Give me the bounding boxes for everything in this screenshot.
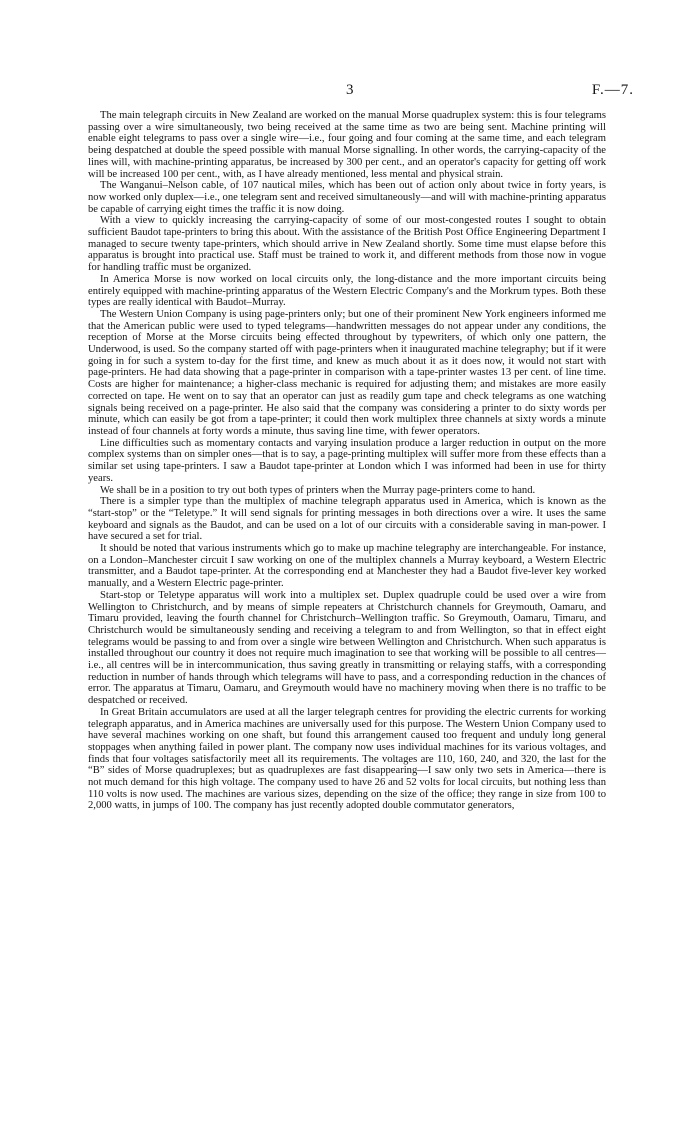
report-code: F.—7. bbox=[591, 82, 634, 98]
paragraph: We shall be in a position to try out both types of printers when the Murray page-printers come to hand. bbox=[100, 484, 536, 496]
paragraph: In America Morse is now worked on local circuits only, the long-distance and the more important circuits being entirely equipped with machine-printing apparatus of the Western Electric Company's and the Morkrum types. Both these types are really identical with Baudot–Murray. bbox=[88, 273, 606, 309]
paragraph: Line difficulties such as momentary contacts and varying insulation produce a larger reduction in output on the more complex systems than on simpler ones—that is to say, a page-printing multiplex will suffer more from these effects than a similar set using tape-printers. I saw a Baudot tape-printer at London which I was informed had been in use for thirty years. bbox=[88, 437, 606, 484]
paragraph: With a view to quickly increasing the carrying-capacity of some of our most-congested routes I sought to obtain sufficient Baudot tape-printers to bring this about. With the assistance of the British Post Office Engineering Department I managed to secure twenty tape-printers, which should arrive in New Zealand shortly. Some time must elapse before this apparatus is brought into practical use. Staff must be trained to work it, and different methods from those now in vogue for handling traffic must be organized. bbox=[88, 215, 606, 274]
paragraph: The Wanganui–Nelson cable, of 107 nautical miles, which has been out of action only about twice in forty years, is now worked only duplex—i.e., one telegram sent and received simultaneously—and will with machine-printing apparatus be capable of carrying eight times the traffic it is now doing. bbox=[88, 180, 606, 215]
page-number: 3 bbox=[346, 82, 354, 98]
paragraph: The main telegraph circuits in New Zealand are worked on the manual Morse quadruplex system: this is four telegrams passing over a wire simultaneously, two being received at the same time as two are being sent. Machine printing will enable eight telegrams to pass over a single wire—i.e., four going and four coming at the same time, and each telegram being despatched at double the speed possible with manual Morse signalling. In other words, the carrying-capacity of the lines will, with machine-printing apparatus, be increased by 300 per cent., and an operator's capacity for getting off work will be increased 100 per cent., with, as I have already mentioned, less mental and physical strain. bbox=[88, 110, 606, 180]
paragraph: It should be noted that various instruments which go to make up machine telegraphy are interchangeable. For instance, on a London–Manchester circuit I saw working on one of the multiplex channels a Murray keyboard, a Western Electric transmitter, and a Baudot tape-printer. At the corresponding end at Manchester they had a Baudot five-lever key worked manually, and a Western Electric page-printer. bbox=[88, 543, 606, 590]
paragraph: Start-stop or Teletype apparatus will work into a multiplex set. Duplex quadruple could be used over a wire from Wellington to Christchurch, and by means of simple repeaters at Christchurch channels for Greymouth, Oamaru, and Timaru provided, leaving the fourth channel for Christchurch–Wellington traffic. So Greymouth, Oamaru, Timaru, and Christchurch would be simultaneously sending and receiving a telegram to and from Wellington, so that in effect eight telegrams would be passing to and from over a single wire between Wellington and Christchurch. When such apparatus is installed throughout our country it does not require much imagination to see that working will be possible to all centres—i.e., all centres will be in intercommunication, thus saving greatly in transmitting or relaying staffs, with a corresponding reduction in number of hands through which telegrams will have to pass, and a corresponding reduction in the chances of error. The apparatus at Timaru, Oamaru, and Greymouth would have no machinery moving when there is no traffic to be despatched or received. bbox=[88, 589, 606, 707]
paragraph: There is a simpler type than the multiplex of machine telegraph apparatus used in America, which is known as the “start-stop” or the “Teletype.” It will send signals for printing messages in both directions over a wire. It uses the same keyboard and signals as the Baudot, and can be used on a lot of our circuits with a considerable saving in man-power. I have secured a set for trial. bbox=[88, 496, 606, 543]
body-text bbox=[88, 110, 606, 812]
paragraph: The Western Union Company is using page-printers only; but one of their prominent New York engineers informed me that the American public were used to typed telegrams—handwritten messages do not appear under any conditions, the reception of Morse at the Morse circuits being effected throughout by typewriters, of which only one pattern, the Underwood, is used. So the company started off with page-printers when it inaugurated machine telegraphy; but if it were going in for such a system to-day for the first time, and knew as much about it as it does now, it would not start with page-printers. He had data showing that a page-printer in comparison with a tape-printer wastes 13 per cent. of line time. Costs are higher for maintenance; a higher-class mechanic is required for adjusting them; and mistakes are more easily corrected on tape. He went on to say that an operator can just as readily gum tape and check telegrams as one watching signals being received on a page-printer. He also said that the company was considering a printer to do sixty words per minute, which can easily be got from a tape-printer; it could then work multiplex three channels at sixty words a minute instead of four channels at forty words a minute, thus saving line time, with fewer operators. bbox=[88, 308, 606, 437]
paragraph: In Great Britain accumulators are used at all the larger telegraph centres for providing the electric currents for working telegraph apparatus, and in America machines are universally used for this purpose. The Western Union Company used to have several machines working on one shaft, but found this arrangement caused too frequent and unduly long general stoppages when anything failed in power plant. The company now uses individual machines for its various voltages, and finds that four voltages satisfactorily meet all its requirements. The voltages are 110, 160, 240, and 320, the last for the “B” sides of Morse quadruplexes; but as quadruplexes are fast disappearing—I saw only two sets in America—there is not much demand for this high voltage. The company used to have 26 and 52 volts for local circuits, but nothing less than 110 volts is now used. The machines are various sizes, depending on the size of the office; they range in size from 100 to 2,000 watts, in jumps of 100. The company has just recently adopted double commutator generators, bbox=[88, 706, 606, 812]
